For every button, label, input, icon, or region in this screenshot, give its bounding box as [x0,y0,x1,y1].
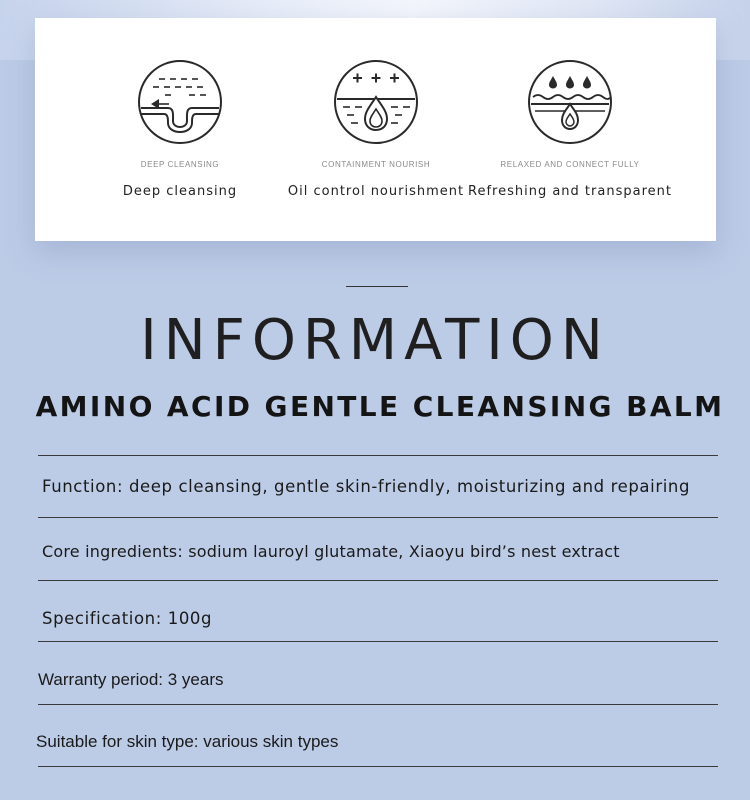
feature-label: Deep cleansing [122,184,238,199]
feature-subtitle: RELAXED AND CONNECT FULLY [500,160,640,169]
title-divider [346,286,408,287]
feature-subtitle: DEEP CLEANSING [140,160,220,169]
feature-label: Oil control nourishment [287,184,465,199]
hydration-drops-wave-icon [527,59,613,145]
spec-skin-type: Suitable for skin type: various skin types [36,732,339,751]
table-divider [38,517,718,518]
table-divider [38,455,718,456]
table-divider [38,580,718,581]
spec-function: Function: deep cleansing, gentle skin-friendly, moisturizing and repairing [42,477,691,496]
feature-label: Refreshing and transparent [468,184,672,199]
spec-warranty-period: Warranty period: 3 years [38,670,224,689]
feature-oil-control [276,18,476,241]
feature-subtitle: CONTAINMENT NOURISH [321,160,431,169]
table-divider [38,641,718,642]
information-heading: INFORMATION [140,308,610,373]
deep-cleansing-pore-icon [137,59,223,145]
feature-deep-cleansing [80,18,280,241]
feature-card [35,18,716,241]
table-divider [38,766,718,767]
nourish-droplet-plus-icon [333,59,419,145]
product-name: AMINO ACID GENTLE CLEANSING BALM [35,390,725,423]
spec-core-ingredients: Core ingredients: sodium lauroyl glutamate, Xiaoyu bird’s nest extract [42,542,620,561]
table-divider [38,704,718,705]
spec-specification: Specification: 100g [42,609,213,628]
feature-refreshing [470,18,670,241]
